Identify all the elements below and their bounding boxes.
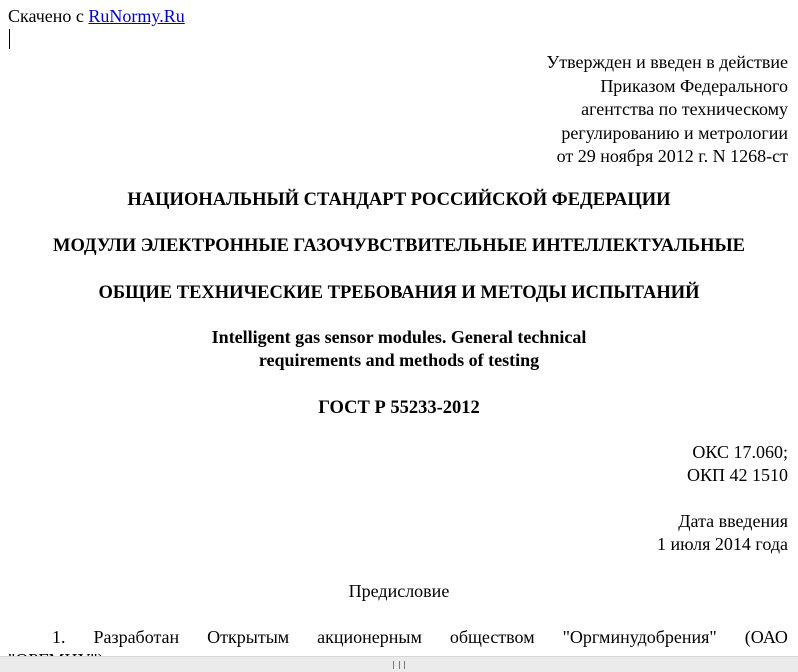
paragraph-word: "Оргминудобрения" bbox=[562, 627, 717, 647]
paragraph-1 bbox=[52, 626, 788, 649]
paragraph-word: Открытым bbox=[207, 627, 290, 647]
runormy-link[interactable]: RuNormy.Ru bbox=[88, 6, 185, 26]
paragraph-word: 1. bbox=[52, 627, 66, 647]
standard-title: МОДУЛИ ЭЛЕКТРОННЫЕ ГАЗОЧУВСТВИТЕЛЬНЫЕ ИНТЕЛЛЕКТУАЛЬНЫЕ bbox=[52, 236, 745, 256]
introduction-date: 1 июля 2014 года bbox=[657, 534, 788, 554]
paragraph-word: акционерным bbox=[317, 627, 422, 647]
paragraph-word: (ОАО bbox=[744, 627, 788, 647]
approval-block bbox=[546, 51, 788, 169]
source-prefix: Скачено с bbox=[8, 6, 84, 26]
introduction-date-label: Дата введения bbox=[678, 511, 788, 531]
approval-line-2: Приказом Федерального bbox=[600, 75, 788, 96]
paragraph-word: обществом bbox=[449, 627, 535, 647]
horizontal-scrollbar[interactable] bbox=[0, 656, 798, 672]
approval-line-5: от 29 ноября 2012 г. N 1268-ст bbox=[556, 146, 788, 166]
national-standard-heading: НАЦИОНАЛЬНЫЙ СТАНДАРТ РОССИЙСКОЙ ФЕДЕРАЦИИ bbox=[127, 190, 671, 210]
approval-line-4: регулированию и метрологии bbox=[561, 122, 788, 143]
preface-heading: Предисловие bbox=[348, 581, 450, 601]
text-cursor bbox=[9, 29, 10, 49]
gost-number: ГОСТ Р 55233-2012 bbox=[318, 398, 480, 418]
english-title-line-2: requirements and methods of testing bbox=[258, 350, 540, 370]
oks-code: ОКС 17.060; bbox=[692, 442, 788, 462]
english-title bbox=[0, 326, 798, 372]
scrollbar-grip-icon[interactable] bbox=[393, 661, 405, 669]
source-line bbox=[8, 5, 185, 27]
english-title-line-1: Intelligent gas sensor modules. General technical bbox=[211, 327, 587, 347]
introduction-date-block bbox=[657, 510, 788, 556]
approval-line-1: Утвержден и введен в действие bbox=[546, 52, 788, 72]
classifier-codes bbox=[687, 441, 788, 487]
standard-subtitle: ОБЩИЕ ТЕХНИЧЕСКИЕ ТРЕБОВАНИЯ И МЕТОДЫ ИСПЫТАНИЙ bbox=[98, 283, 700, 303]
approval-line-3: агентства по техническому bbox=[581, 99, 788, 119]
okp-code: ОКП 42 1510 bbox=[686, 465, 788, 485]
paragraph-word: Разработан bbox=[93, 627, 180, 647]
